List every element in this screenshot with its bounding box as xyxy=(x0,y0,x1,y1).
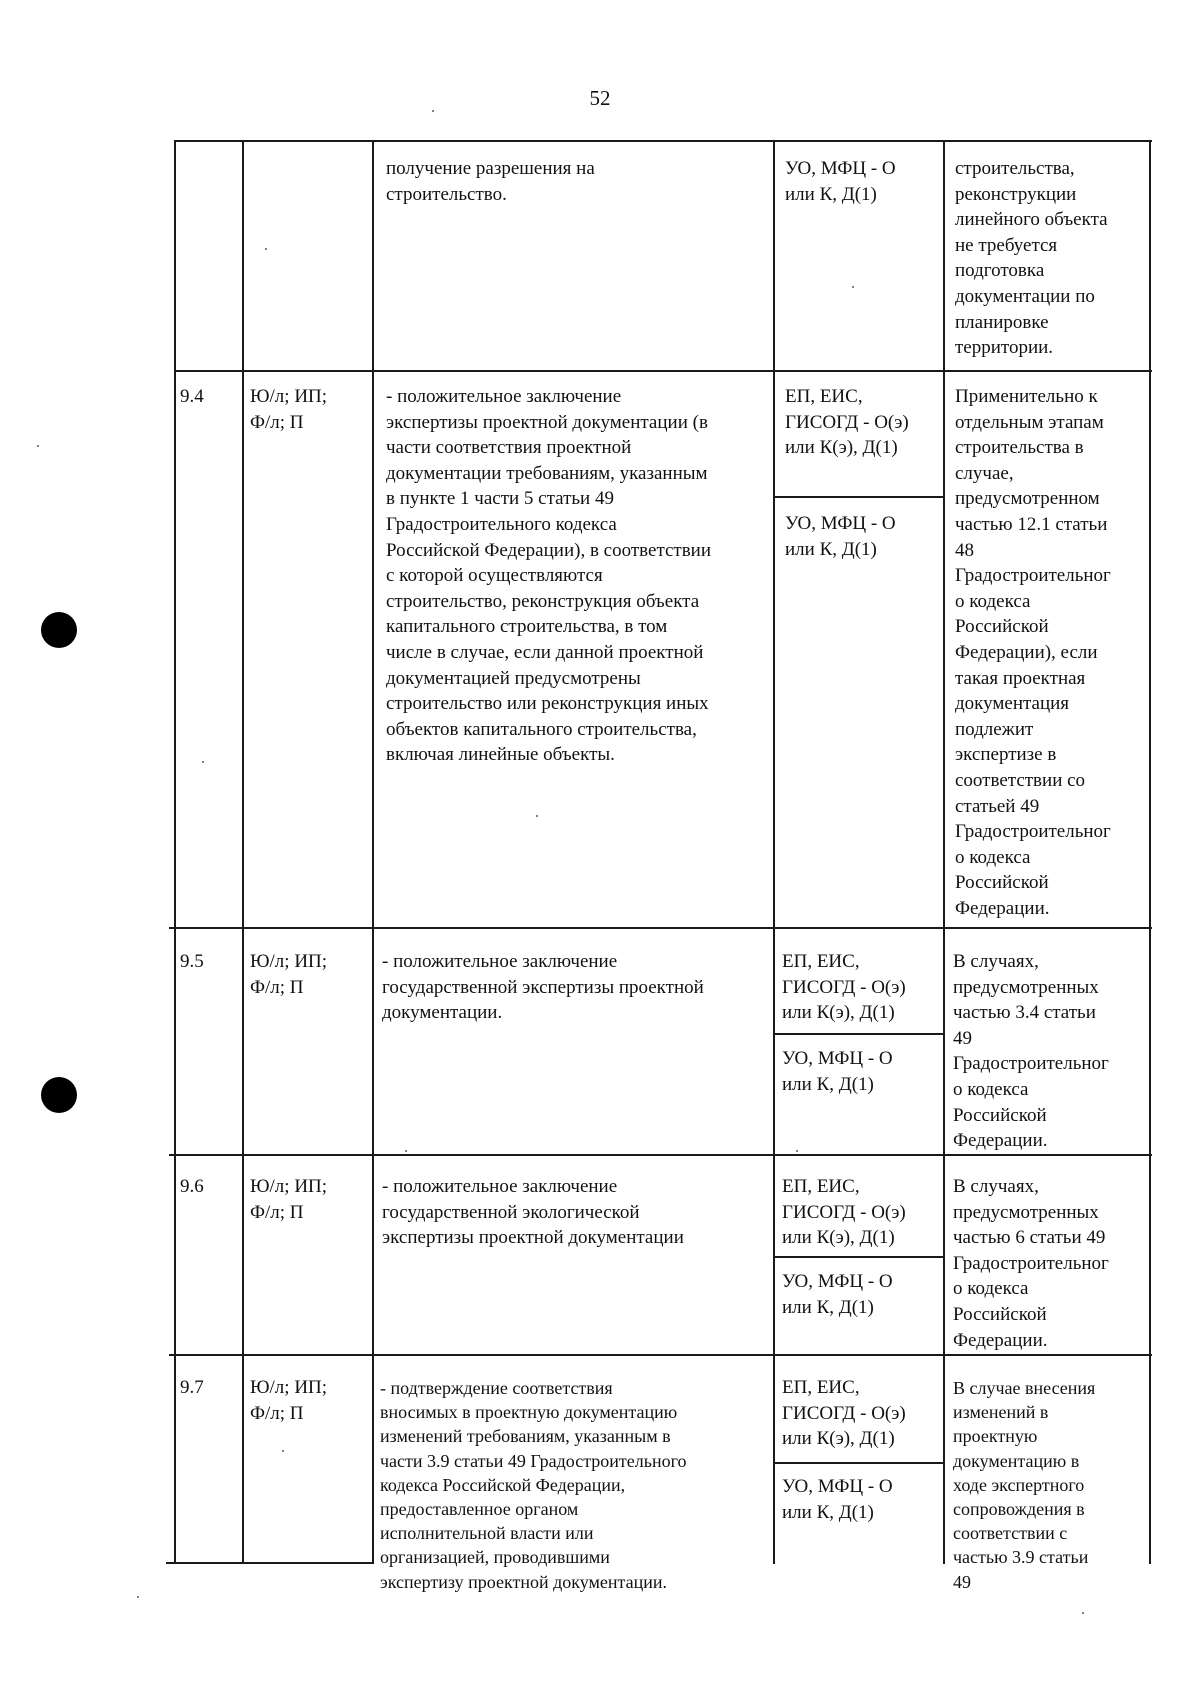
column-border-left xyxy=(174,140,176,1564)
scan-speck xyxy=(1082,1612,1084,1614)
document-cell: - подтверждение соответствия вносимых в проектную документацию изменений требованиям, указанным в части 3.9 статьи 49 Градостроительного кодекса Российской Федерации, предоставленное органом исполнительной власти или организацией, проводившими экспертизу проектной документации. xyxy=(380,1378,687,1592)
scan-speck xyxy=(796,1150,798,1152)
method-cell: ЕП, ЕИС, ГИСОГД - О(э) или К(э), Д(1) xyxy=(782,951,906,1024)
column-border-document xyxy=(372,140,374,1564)
method-divider xyxy=(774,1462,943,1464)
punch-hole-upper xyxy=(41,612,77,648)
document-cell: - положительное заключение государственной экспертизы проектной документации. xyxy=(382,951,704,1024)
row-divider xyxy=(169,1354,1152,1356)
method-cell: УО, МФЦ - О или К, Д(1) xyxy=(785,158,896,205)
punch-hole-lower xyxy=(41,1077,77,1113)
scan-speck xyxy=(405,1150,407,1152)
row-number: 9.6 xyxy=(180,1176,204,1197)
scan-speck xyxy=(282,1450,284,1452)
column-border-applicant xyxy=(242,140,244,1564)
method-divider xyxy=(774,496,943,498)
condition-cell: В случаях, предусмотренных частью 3.4 статьи 49 Градостроительног о кодекса Российской Федерации. xyxy=(953,951,1109,1152)
scan-speck xyxy=(432,110,434,112)
document-cell: - положительное заключение государственной экологической экспертизы проектной документации xyxy=(382,1176,684,1249)
method-cell: ЕП, ЕИС, ГИСОГД - О(э) или К(э), Д(1) xyxy=(782,1176,906,1249)
method-divider xyxy=(774,1033,943,1035)
row-divider xyxy=(176,370,1152,372)
applicant-cell: Ю/л; ИП; Ф/л; П xyxy=(250,1377,328,1424)
column-border-right xyxy=(1149,140,1151,1564)
applicant-cell: Ю/л; ИП; Ф/л; П xyxy=(250,386,328,433)
method-cell: ЕП, ЕИС, ГИСОГД - О(э) или К(э), Д(1) xyxy=(782,1377,906,1450)
table-top-border xyxy=(176,140,1152,142)
scan-speck xyxy=(137,1596,139,1598)
page-number: 52 xyxy=(589,86,611,110)
document-cell: получение разрешения на строительство. xyxy=(386,158,595,205)
row-number: 9.7 xyxy=(180,1377,204,1398)
column-border-methods xyxy=(773,140,775,1564)
method-cell: ЕП, ЕИС, ГИСОГД - О(э) или К(э), Д(1) xyxy=(785,386,909,459)
scan-speck xyxy=(37,445,39,447)
row-number: 9.5 xyxy=(180,951,204,972)
document-cell: - положительное заключение экспертизы проектной документации (в части соответствия проектной документации требованиям, указанным в пункте 1 части 5 статьи 49 Градостроительного кодекса Российской Федерации), в соответствии с которой осуществляются строительство, реконструкция объекта капитального строительства, в том числе в случае, если данной проектной документацией предусмотрены строительство или реконструкция иных объектов капитального строительства, включая линейные объекты. xyxy=(386,386,712,766)
scan-speck xyxy=(536,815,538,817)
condition-cell: строительства, реконструкции линейного объекта не требуется подготовка документации по планировке территории. xyxy=(955,158,1108,359)
table-bottom-border xyxy=(166,1562,372,1564)
condition-cell: В случае внесения изменений в проектную документацию в ходе экспертного сопровождения в соответствии с частью 3.9 статьи 49 xyxy=(953,1378,1096,1592)
scan-speck xyxy=(265,248,267,250)
scan-speck xyxy=(852,286,854,288)
method-divider xyxy=(774,1256,943,1258)
applicant-cell: Ю/л; ИП; Ф/л; П xyxy=(250,951,328,998)
condition-cell: В случаях, предусмотренных частью 6 статьи 49 Градостроительног о кодекса Российской Федерации. xyxy=(953,1176,1109,1351)
method-cell: УО, МФЦ - О или К, Д(1) xyxy=(782,1271,893,1318)
row-divider xyxy=(169,1154,1152,1156)
method-cell: УО, МФЦ - О или К, Д(1) xyxy=(782,1476,893,1523)
condition-cell: Применительно к отдельным этапам строительства в случае, предусмотренном частью 12.1 статьи 48 Градостроительног о кодекса Российской Федерации), если такая проектная документация подлежит экспертизе в соответствии со статьей 49 Градостроительног о кодекса Российской Федерации. xyxy=(955,386,1111,919)
row-number: 9.4 xyxy=(180,386,204,407)
row-divider xyxy=(169,927,1152,929)
applicant-cell: Ю/л; ИП; Ф/л; П xyxy=(250,1176,328,1223)
column-border-condition xyxy=(943,140,945,1564)
scan-speck xyxy=(202,761,204,763)
method-cell: УО, МФЦ - О или К, Д(1) xyxy=(785,513,896,560)
method-cell: УО, МФЦ - О или К, Д(1) xyxy=(782,1048,893,1095)
